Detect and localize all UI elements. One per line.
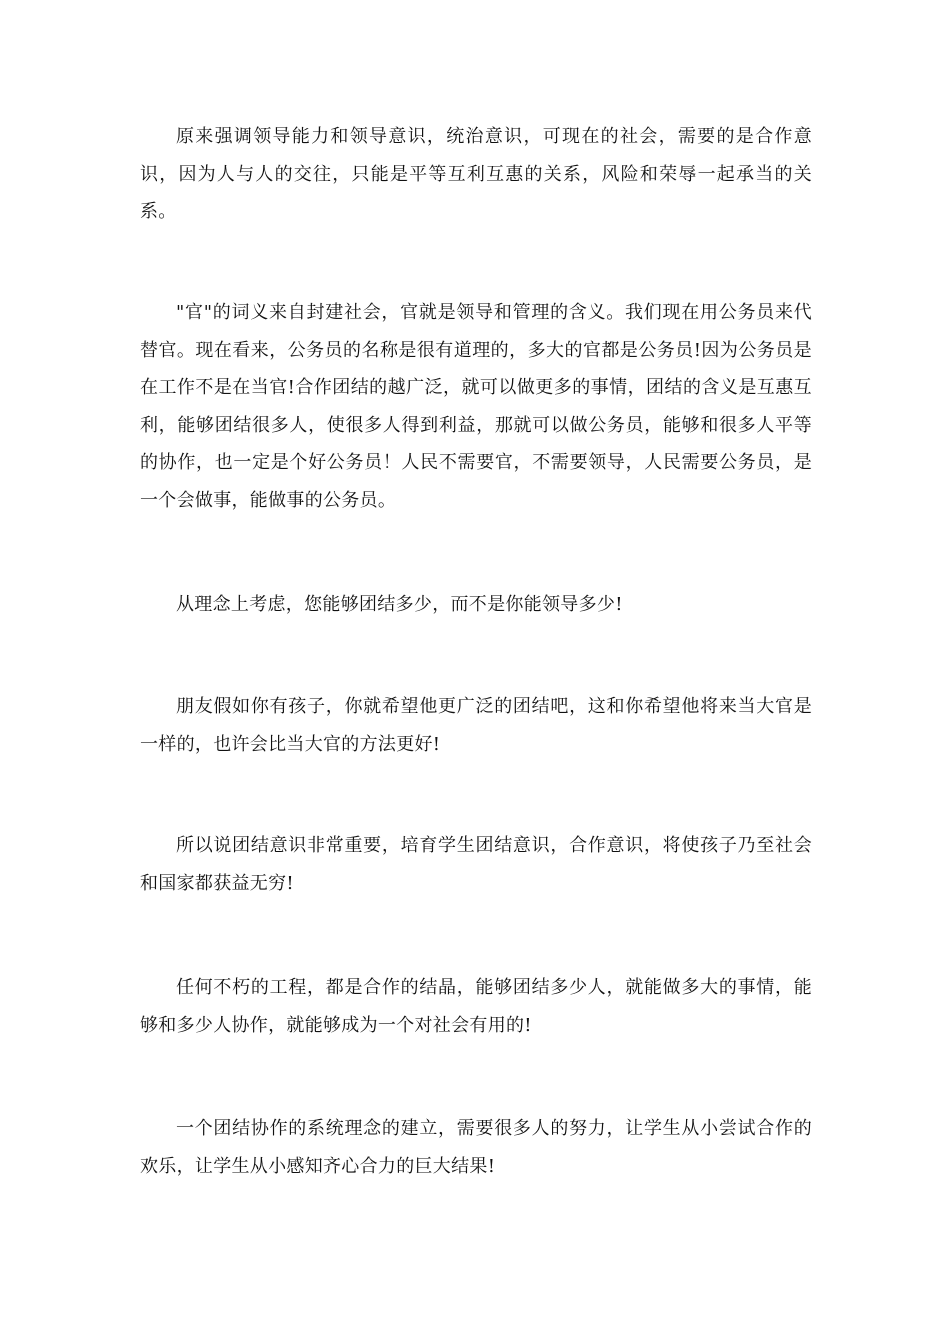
paragraph-6: 任何不朽的工程，都是合作的结晶，能够团结多少人，就能做多大的事情，能够和多少人协作，就能够成为一个对社会有用的! [140, 977, 812, 1036]
paragraph-7: 一个团结协作的系统理念的建立，需要很多人的努力，让学生从小尝试合作的欢乐，让学生从小感知齐心合力的巨大结果! [140, 1118, 812, 1177]
paragraph-3: 从理念上考虑，您能够团结多少，而不是你能领导多少! [176, 594, 623, 615]
paragraph-4: 朋友假如你有孩子，你就希望他更广泛的团结吧，这和你希望他将来当大官是一样的，也许会比当大官的方法更好! [140, 696, 812, 755]
paragraph-5: 所以说团结意识非常重要，培育学生团结意识，合作意识，将使孩子乃至社会和国家都获益无穷! [140, 835, 812, 894]
paragraph-1: 原来强调领导能力和领导意识，统治意识，可现在的社会，需要的是合作意识，因为人与人的交往，只能是平等互利互惠的关系，风险和荣辱一起承当的关系。 [140, 126, 812, 222]
paragraph-2: "官"的词义来自封建社会，官就是领导和管理的含义。我们现在用公务员来代替官。现在看来，公务员的名称是很有道理的，多大的官都是公务员!因为公务员是在工作不是在当官!合作团结的越广泛，就可以做更多的事情，团结的含义是互惠互利，能够团结很多人，使很多人得到利益，那就可以做公务员，能够和很多人平等的协作，也一定是个好公务员！人民不需要官，不需要领导，人民需要公务员，是一个会做事，能做事的公务员。 [140, 302, 812, 511]
